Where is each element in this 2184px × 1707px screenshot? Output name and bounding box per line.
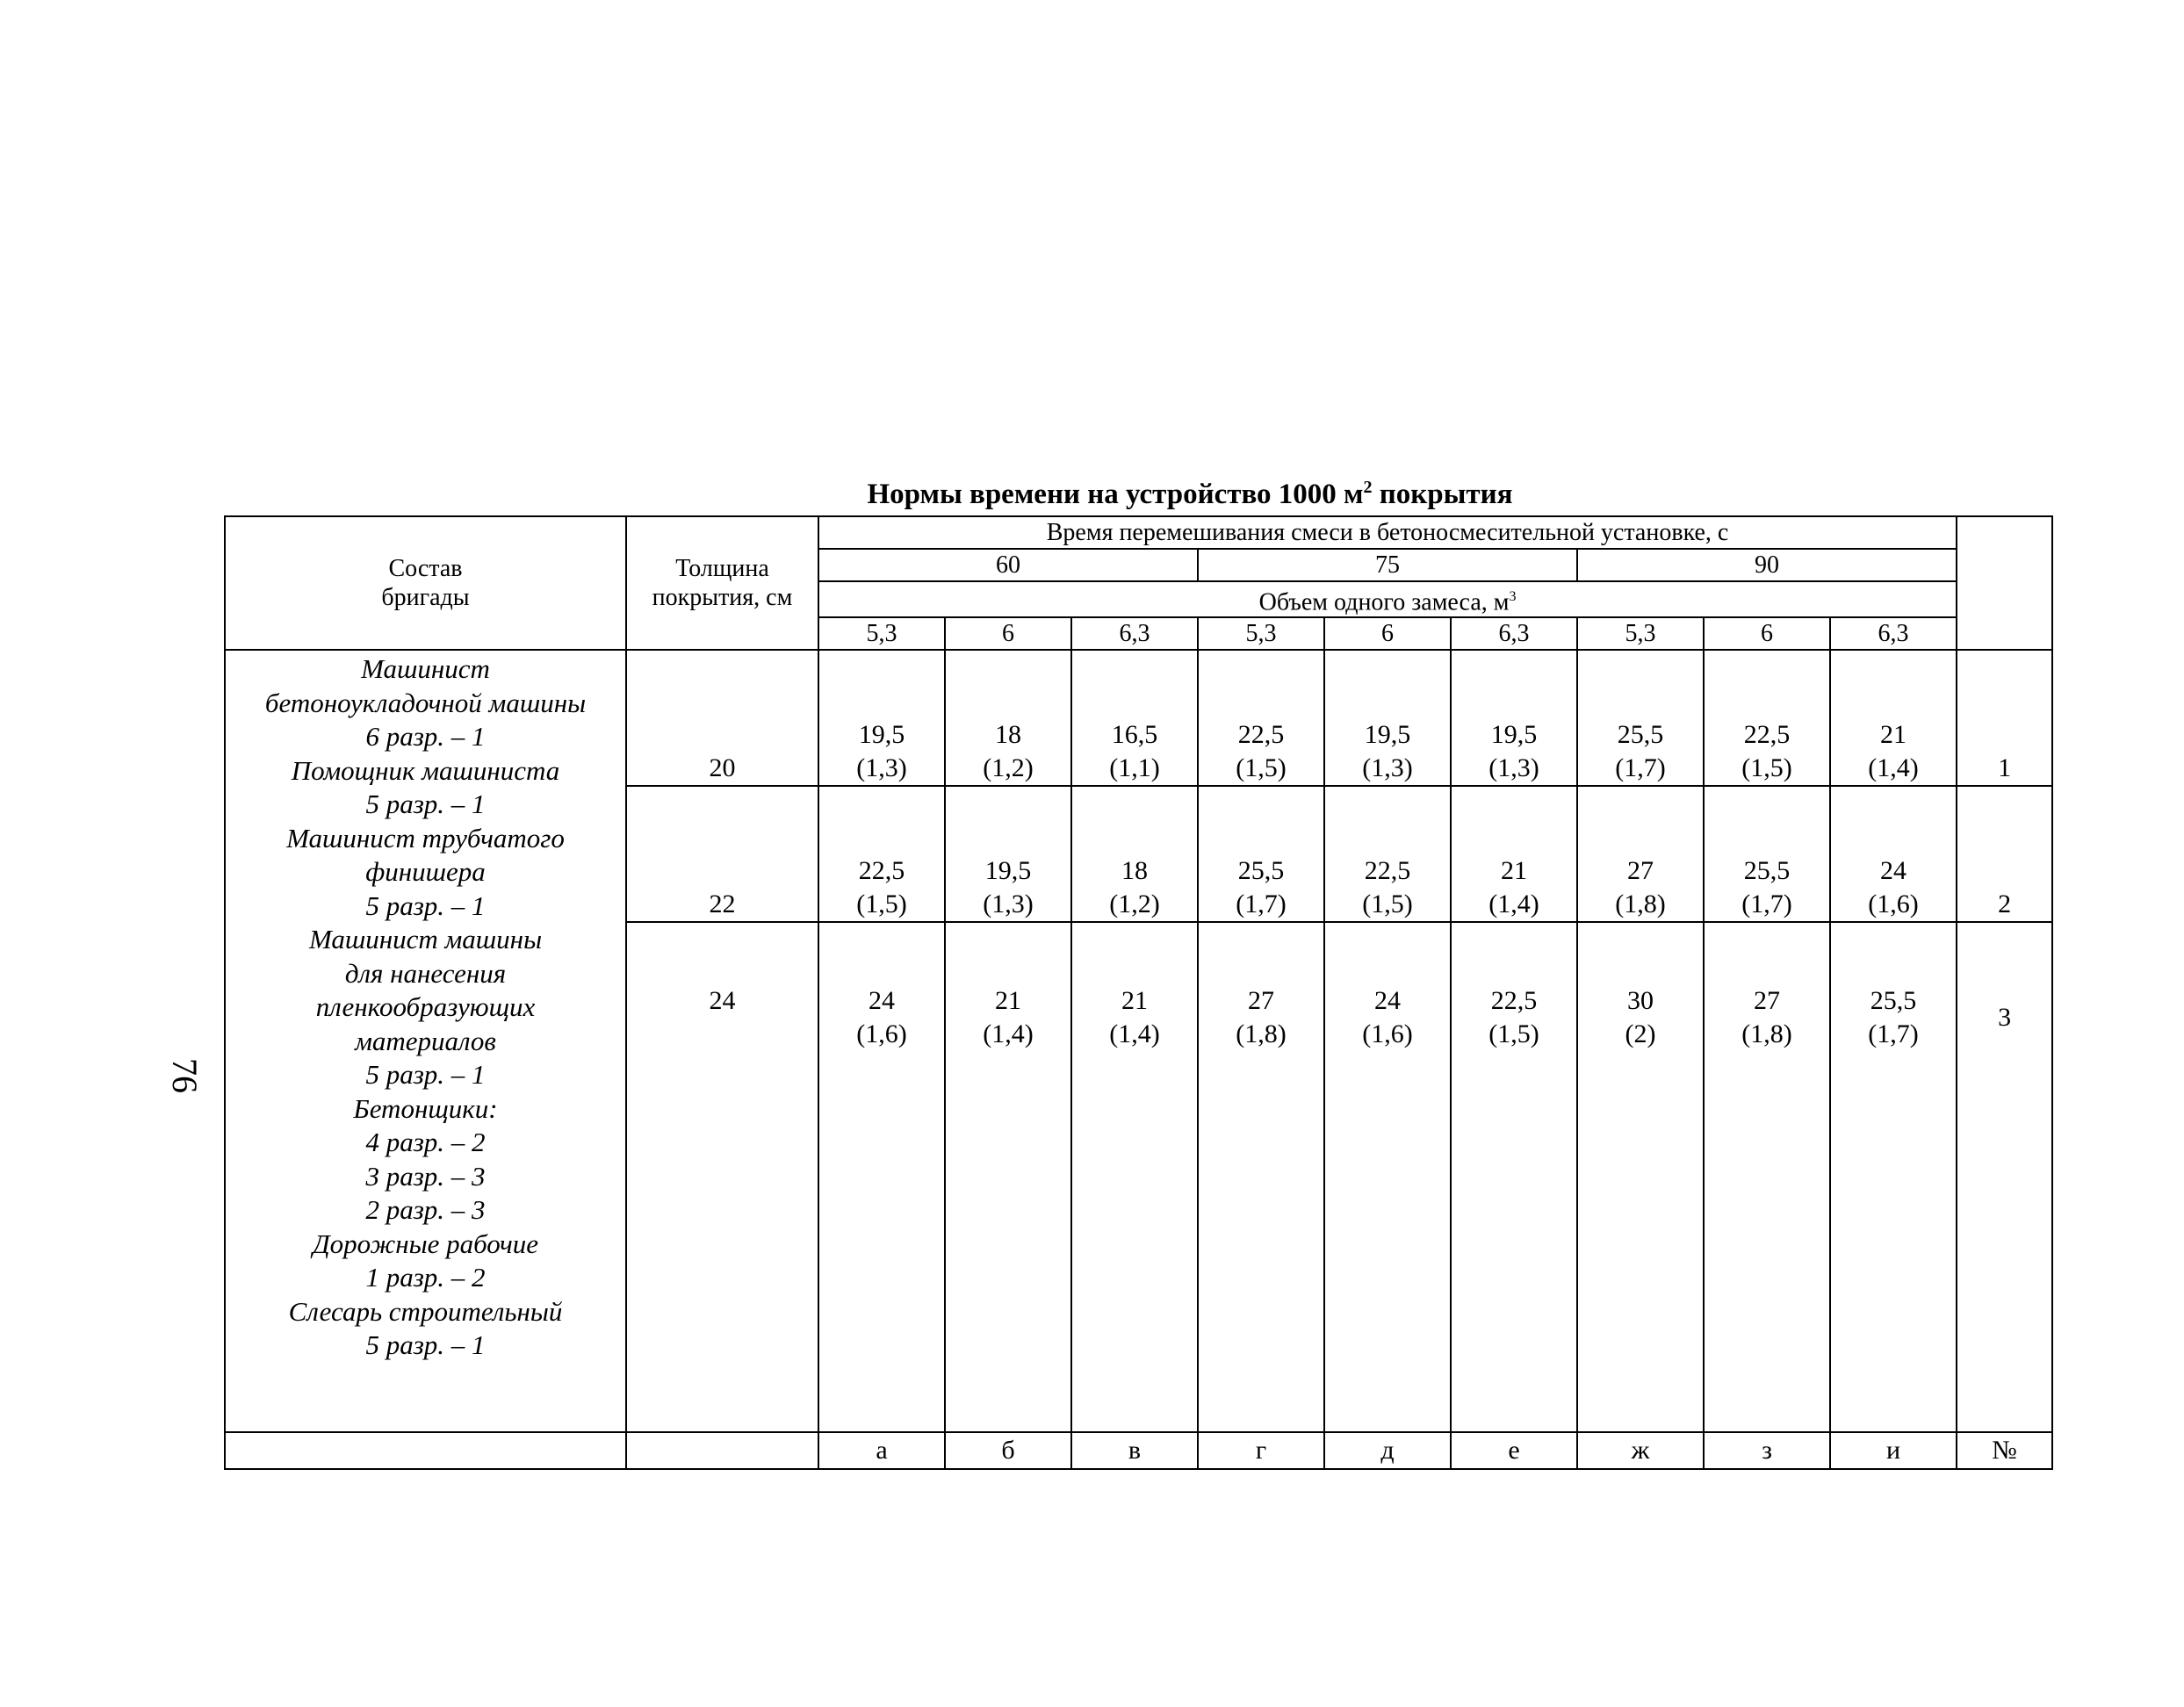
value-secondary: (1,3) [856, 753, 907, 783]
brigade-line: 2 разр. – 3 [365, 1194, 486, 1226]
value-cell [1830, 922, 1957, 1432]
footer-letter: з [1704, 1432, 1830, 1469]
value-secondary: (1,5) [1488, 1019, 1539, 1049]
value: 25,5 [1237, 856, 1285, 886]
value-secondary: (1,7) [1236, 890, 1287, 919]
row-number: 1 [1957, 650, 2052, 786]
value: 27 [1754, 986, 1780, 1016]
header-volume: 6,3 [1830, 617, 1957, 650]
header-num-blank [1957, 516, 2052, 650]
value-secondary: (1,6) [1868, 890, 1919, 919]
value: 27 [1248, 986, 1274, 1016]
value: 21 [1501, 856, 1527, 886]
title-text-end: покрытия [1372, 479, 1513, 510]
header-time-75: 75 [1198, 549, 1577, 581]
value: 22,5 [1490, 986, 1538, 1016]
value-secondary: (1,7) [1741, 890, 1792, 919]
value-cell [818, 786, 945, 922]
value-cell [1324, 786, 1451, 922]
value-cell [818, 650, 945, 786]
header-time-60: 60 [818, 549, 1198, 581]
header-thickness [626, 516, 818, 650]
value: 24 [869, 986, 895, 1016]
header-volume: 6 [1324, 617, 1451, 650]
value-cell [1704, 922, 1830, 1432]
value-cell [1451, 650, 1577, 786]
header-volume: 5,3 [818, 617, 945, 650]
value: 21 [1880, 720, 1907, 750]
value-secondary: (1,8) [1236, 1019, 1287, 1049]
value-secondary: (1,4) [1488, 890, 1539, 919]
brigade-composition [225, 650, 626, 1432]
page-number: 76 [165, 1058, 205, 1093]
value-cell [1830, 650, 1957, 786]
header-thickness-line: Толщина [675, 555, 769, 583]
footer-letter: в [1071, 1432, 1198, 1469]
row-number: 3 [1957, 922, 2052, 1432]
footer-letter: и [1830, 1432, 1957, 1469]
footer-blank [626, 1432, 818, 1469]
value: 24 [1880, 856, 1907, 886]
value-cell [818, 922, 945, 1432]
value-cell [1198, 786, 1324, 922]
brigade-line: 5 разр. – 1 [365, 890, 486, 921]
brigade-line: Помощник машиниста [291, 754, 560, 786]
header-volume: 5,3 [1577, 617, 1704, 650]
value: 19,5 [1490, 720, 1538, 750]
footer-blank [225, 1432, 626, 1469]
value-cell [1071, 786, 1198, 922]
value-secondary: (1,3) [983, 890, 1034, 919]
value: 18 [1121, 856, 1148, 886]
header-volume: 6 [945, 617, 1071, 650]
value-secondary: (1,6) [856, 1019, 907, 1049]
value: 19,5 [858, 720, 905, 750]
table-title [224, 479, 2156, 509]
value-secondary: (1,8) [1741, 1019, 1792, 1049]
value: 22,5 [1743, 720, 1791, 750]
value-cell [945, 786, 1071, 922]
value-cell [1451, 922, 1577, 1432]
value-cell [1198, 650, 1324, 786]
footer-letter: а [818, 1432, 945, 1469]
value-secondary: (1,1) [1109, 753, 1160, 783]
value-secondary: (1,4) [1109, 1019, 1160, 1049]
value-cell [1071, 922, 1198, 1432]
value-cell [1704, 786, 1830, 922]
value-secondary: (1,5) [1362, 890, 1413, 919]
value-cell [1198, 922, 1324, 1432]
value-secondary: (2) [1625, 1019, 1656, 1049]
header-batch-volume [818, 581, 1957, 617]
header-composition [225, 516, 626, 650]
value-cell [945, 922, 1071, 1432]
header-composition-line: бригады [381, 584, 470, 612]
brigade-line: 5 разр. – 1 [365, 789, 486, 820]
value-cell [945, 650, 1071, 786]
value-secondary: (1,5) [1236, 753, 1287, 783]
header-composition-line: Состав [388, 555, 463, 583]
footer-letter: ж [1577, 1432, 1704, 1469]
value: 30 [1627, 986, 1654, 1016]
brigade-line: финишера [365, 856, 486, 888]
value-secondary: (1,7) [1615, 753, 1666, 783]
value-secondary: (1,7) [1868, 1019, 1919, 1049]
value-secondary: (1,4) [983, 1019, 1034, 1049]
value: 16,5 [1111, 720, 1158, 750]
value: 21 [995, 986, 1021, 1016]
header-volume: 5,3 [1198, 617, 1324, 650]
title-text: Нормы времени на устройство 1000 м [867, 479, 1364, 510]
brigade-line: Слесарь строительный [288, 1295, 563, 1327]
brigade-line: 6 разр. – 1 [365, 721, 486, 753]
brigade-line: 5 разр. – 1 [365, 1059, 486, 1091]
value-secondary: (1,2) [1109, 890, 1160, 919]
footer-letter: г [1198, 1432, 1324, 1469]
value: 22,5 [858, 856, 905, 886]
value-cell [1704, 650, 1830, 786]
value-cell [1324, 650, 1451, 786]
value: 25,5 [1617, 720, 1664, 750]
value-cell [1324, 922, 1451, 1432]
brigade-line: для нанесения [344, 957, 507, 989]
value-secondary: (1,8) [1615, 890, 1666, 919]
header-mixing-time: Время перемешивания смеси в бетоносмесительной установке, с [818, 516, 1957, 549]
header-time-90: 90 [1577, 549, 1957, 581]
header-batch-volume-text: Объем одного замеса, м [1258, 588, 1510, 616]
brigade-line: Машинист [361, 653, 490, 685]
header-batch-volume-sup: 3 [1509, 589, 1517, 604]
header-volume: 6,3 [1071, 617, 1198, 650]
value-secondary: (1,4) [1868, 753, 1919, 783]
value-secondary: (1,2) [983, 753, 1034, 783]
norms-table [224, 515, 2053, 1470]
brigade-line: 4 разр. – 2 [365, 1127, 486, 1158]
title-superscript: 2 [1363, 478, 1373, 497]
value-secondary: (1,5) [1741, 753, 1792, 783]
value-secondary: (1,3) [1488, 753, 1539, 783]
brigade-line: Машинист трубчатого [286, 822, 565, 854]
brigade-line: Бетонщики: [353, 1092, 498, 1124]
value: 18 [995, 720, 1021, 750]
thickness-cell: 24 [626, 922, 818, 1432]
value-secondary: (1,6) [1362, 1019, 1413, 1049]
header-thickness-line: покрытия, см [652, 584, 793, 612]
thickness-cell: 22 [626, 786, 818, 922]
thickness-cell: 20 [626, 650, 818, 786]
brigade-line: 1 разр. – 2 [365, 1262, 486, 1293]
value: 25,5 [1743, 856, 1791, 886]
header-volume: 6,3 [1451, 617, 1577, 650]
value-cell [1577, 786, 1704, 922]
value: 19,5 [1364, 720, 1411, 750]
value-cell [1577, 650, 1704, 786]
row-number: 2 [1957, 786, 2052, 922]
value: 25,5 [1870, 986, 1917, 1016]
value: 21 [1121, 986, 1148, 1016]
value: 19,5 [984, 856, 1032, 886]
value-cell [1577, 922, 1704, 1432]
value-cell [1071, 650, 1198, 786]
brigade-line: Дорожные рабочие [312, 1228, 539, 1259]
brigade-line: 5 разр. – 1 [365, 1329, 486, 1361]
brigade-line: материалов [355, 1025, 496, 1056]
value-secondary: (1,5) [856, 890, 907, 919]
footer-letter: б [945, 1432, 1071, 1469]
brigade-line: бетоноукладочной машины [264, 687, 587, 718]
header-volume: 6 [1704, 617, 1830, 650]
value-cell [1451, 786, 1577, 922]
brigade-line: 3 разр. – 3 [365, 1160, 486, 1192]
value: 24 [1374, 986, 1401, 1016]
value-secondary: (1,3) [1362, 753, 1413, 783]
footer-num: № [1957, 1432, 2052, 1469]
value: 27 [1627, 856, 1654, 886]
footer-letter: е [1451, 1432, 1577, 1469]
brigade-line: Машинист машины [308, 924, 543, 955]
footer-letter: д [1324, 1432, 1451, 1469]
brigade-line: пленкообразующих [315, 991, 536, 1023]
value-cell [1830, 786, 1957, 922]
value: 22,5 [1237, 720, 1285, 750]
value: 22,5 [1364, 856, 1411, 886]
